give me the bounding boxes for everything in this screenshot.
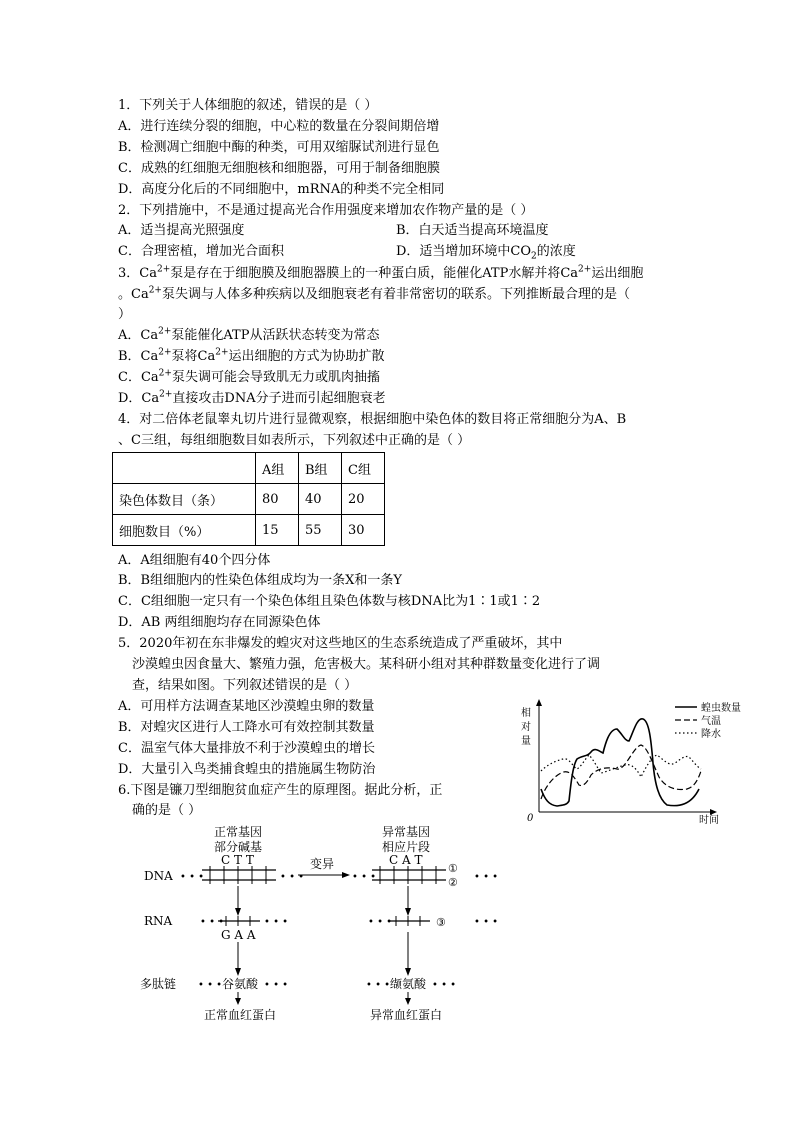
table-cell: 30 [342, 515, 385, 546]
dots: • • • [264, 917, 289, 928]
strand-marker-3: ③ [436, 916, 446, 929]
table-header-cell: B组 [299, 453, 342, 484]
q3-stem-line3: ） [118, 307, 132, 322]
abnormal-transcription-arrowhead [405, 908, 411, 916]
x-axis-label: 时间 [699, 815, 719, 826]
table-row [113, 515, 385, 546]
q2-option-a[interactable]: A．适当提高光照强度 [118, 223, 245, 238]
abnormal-gene-bases: C A T [389, 853, 423, 867]
dna-row-label: DNA [144, 869, 173, 883]
normal-transcription-arrowhead [235, 908, 241, 916]
q4-stem-line1: 4．对二倍体老鼠睾丸切片进行显微观察，根据细胞中染色体的数目将正常细胞分为A、B [118, 412, 627, 427]
table-header-row [113, 453, 385, 484]
abnormal-amino-acid: 缬氨酸 [390, 977, 427, 991]
chromosome-count-table [112, 452, 385, 546]
mutation-arrowhead [342, 872, 350, 878]
legend-precipitation-label: 降水 [701, 729, 721, 740]
q5-stem-line1: 5．2020年初在东非爆发的蝗灾对这些地区的生态系统造成了严重破坏，其中 [118, 636, 563, 651]
table-cell: 40 [299, 484, 342, 515]
table-row [113, 484, 385, 515]
dots: • • • [352, 872, 377, 883]
dots: • • • [366, 980, 391, 991]
dots: • • • [432, 980, 457, 991]
q2-option-c[interactable]: C．合理密植，增加光合面积 [118, 244, 284, 259]
normal-hemoglobin-label: 正常血红蛋白 [204, 1008, 277, 1022]
q6-stem-line2: 确的是（ ） [132, 803, 202, 818]
table-row-label: 细胞数目（%） [113, 515, 256, 546]
series-locust-line [541, 719, 699, 806]
series-temperature-line [541, 745, 701, 799]
legend-temperature-label: 气温 [701, 716, 721, 727]
dots: • • • [198, 980, 223, 991]
strand-marker-2: ② [448, 876, 458, 889]
table-header-cell: A组 [256, 453, 299, 484]
q3-stem-line1: 3．$Ca^{2+}$泵是存在于细胞膜及细胞器膜上的一种蛋白质，能催化ATP水解并将$Ca^{2+}$运出细胞 [118, 264, 644, 281]
strand-marker-1: ① [448, 862, 458, 875]
q4-option-d[interactable]: D．AB 两组细胞均存在同源染色体 [118, 615, 321, 630]
table-corner-cell [113, 453, 256, 484]
normal-translation-arrowhead [235, 968, 241, 976]
rna-row-label: RNA [144, 914, 173, 928]
q5-option-d[interactable]: D．大量引入鸟类捕食蝗虫的措施属生物防治 [118, 762, 376, 777]
q1-option-b[interactable]: B．检测凋亡细胞中酶的种类，可用双缩脲试剂进行显色 [118, 140, 440, 155]
q2-option-d[interactable]: D．适当增加环境中$CO_2$的浓度 [396, 244, 576, 262]
sickle-cell-diagram [140, 822, 540, 1027]
q1-stem: 1．下列关于人体细胞的叙述，错误的是（ ） [118, 98, 378, 113]
table-cell: 20 [342, 484, 385, 515]
y-axis-arrow [536, 699, 542, 706]
dots: • • • [474, 872, 499, 883]
q6-stem-line1: 6.下图是镰刀型细胞贫血症产生的原理图。据此分析，正 [118, 783, 443, 798]
dots: • • • [368, 917, 393, 928]
locust-population-chart [513, 697, 773, 827]
q5-option-a[interactable]: A．可用样方法调查某地区沙漠蝗虫卵的数量 [118, 699, 375, 714]
abnormal-dna-base-ticks [380, 866, 436, 884]
abnormal-hemoglobin-label: 异常血红蛋白 [370, 1008, 443, 1022]
q1-option-a[interactable]: A．进行连续分裂的细胞，中心粒的数量在分裂间期倍增 [118, 119, 440, 134]
table-cell: 15 [256, 515, 299, 546]
y-axis-label-1: 相 [521, 708, 531, 719]
q5-option-c[interactable]: C．温室气体大量排放不利于沙漠蝗虫的增长 [118, 741, 375, 756]
q3-option-b[interactable]: B．$Ca^{2+}$泵将$Ca^{2+}$运出细胞的方式为协助扩散 [118, 347, 385, 364]
table-cell: 55 [299, 515, 342, 546]
legend-locust-label: 蝗虫数量 [701, 703, 741, 714]
origin-label: 0 [527, 813, 534, 824]
q5-option-b[interactable]: B．对蝗灾区进行人工降水可有效控制其数量 [118, 720, 375, 735]
q5-stem-line2: 沙漠蝗虫因食量大、繁殖力强，危害极大。某科研小组对其种群数量变化进行了调 [132, 657, 601, 672]
table-row-label: 染色体数目（条） [113, 484, 256, 515]
normal-gene-subtitle: 部分碱基 [214, 840, 263, 854]
normal-dna-base-ticks [210, 866, 266, 884]
q4-option-a[interactable]: A．A组细胞有40个四分体 [118, 553, 271, 568]
abnormal-folding-arrowhead [405, 998, 411, 1005]
table-cell: 80 [256, 484, 299, 515]
dots: • • • [200, 917, 225, 928]
y-axis-label-2: 对 [521, 722, 531, 733]
abnormal-gene-subtitle: 相应片段 [382, 840, 431, 854]
q3-stem-line2: 。$Ca^{2+}$泵失调与人体多种疾病以及细胞衰老有着非常密切的联系。下列推断最合理的是（ [118, 285, 630, 302]
series-precipitation-line [541, 755, 701, 777]
peptide-row-label: 多肽链 [140, 977, 177, 991]
mutation-label: 变异 [310, 857, 335, 871]
dots: • • • [474, 917, 499, 928]
dots: • • • [180, 872, 205, 883]
dots: • • • [264, 980, 289, 991]
normal-amino-acid: 谷氨酸 [222, 977, 259, 991]
normal-gene-bases: C T T [221, 853, 254, 867]
q1-option-d[interactable]: D．高度分化后的不同细胞中，mRNA的种类不完全相同 [118, 182, 445, 197]
table-header-cell: C组 [342, 453, 385, 484]
q4-option-c[interactable]: C．C组细胞一定只有一个染色体组且染色体数与核DNA比为1∶1或1∶2 [118, 594, 541, 609]
q1-option-c[interactable]: C．成熟的红细胞无细胞核和细胞器，可用于制备细胞膜 [118, 161, 440, 176]
normal-folding-arrowhead [235, 998, 241, 1005]
q5-stem-line3: 查，结果如图。下列叙述错误的是（ ） [132, 678, 358, 693]
q2-stem: 2．下列措施中，不是通过提高光合作用强度来增加农作物产量的是（ ） [118, 203, 534, 218]
normal-rna-bases: G A A [221, 928, 256, 942]
q2-option-b[interactable]: B．白天适当提高环境温度 [396, 223, 549, 238]
abnormal-gene-title: 异常基因 [382, 825, 431, 839]
abnormal-translation-arrowhead [405, 968, 411, 976]
y-axis-label-3: 量 [521, 736, 531, 747]
q3-option-c[interactable]: C．$Ca^{2+}$泵失调可能会导致肌无力或肌肉抽搐 [118, 368, 380, 385]
q4-stem-line2: 、C三组，每组细胞数目如表所示，下列叙述中正确的是（ ） [118, 433, 471, 448]
dots: • • • [280, 872, 305, 883]
q3-option-d[interactable]: D．$Ca^{2+}$直接攻击DNA分子进而引起细胞衰老 [118, 389, 386, 406]
normal-gene-title: 正常基因 [214, 825, 263, 839]
q4-option-b[interactable]: B．B组细胞内的性染色体组成均为一条X和一条Y [118, 573, 402, 588]
q3-option-a[interactable]: A．$Ca^{2+}$泵能催化ATP从活跃状态转变为常态 [118, 326, 380, 343]
